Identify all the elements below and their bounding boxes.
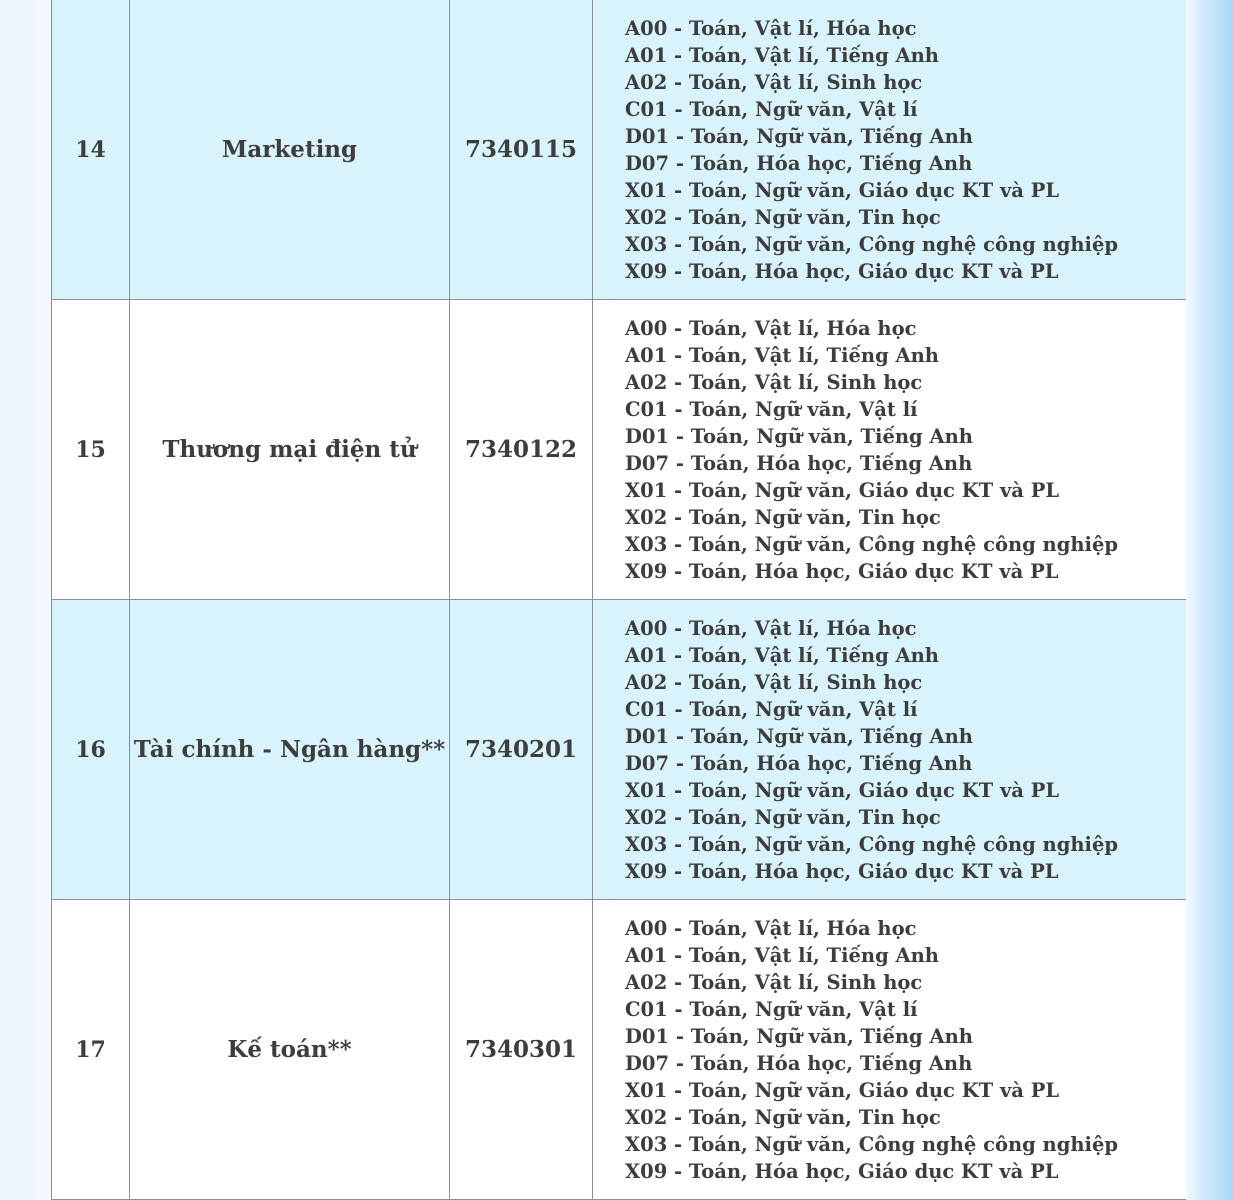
- combination-list: [625, 615, 1118, 885]
- major-code: 7340201: [449, 600, 592, 899]
- combination-item: X01 - Toán, Ngữ văn, Giáo dục KT và PL: [625, 1078, 1060, 1102]
- major-code: 7340115: [449, 0, 592, 299]
- combination-item: C01 - Toán, Ngữ văn, Vật lí: [625, 397, 918, 421]
- combination-item: A02 - Toán, Vật lí, Sinh học: [625, 370, 923, 394]
- combination-item: D07 - Toán, Hóa học, Tiếng Anh: [625, 151, 973, 175]
- combination-item: D01 - Toán, Ngữ văn, Tiếng Anh: [625, 424, 973, 448]
- subject-combinations: [592, 900, 1186, 1199]
- major-name: Tài chính - Ngân hàng**: [129, 600, 449, 899]
- subject-combinations: [592, 0, 1186, 299]
- major-name: Thương mại điện tử: [129, 300, 449, 599]
- combination-item: X03 - Toán, Ngữ văn, Công nghệ công nghiệp: [625, 532, 1118, 556]
- admission-table: [51, 0, 1186, 1200]
- row-number: 17: [75, 1036, 106, 1063]
- combination-item: X09 - Toán, Hóa học, Giáo dục KT và PL: [625, 559, 1059, 583]
- combination-item: A00 - Toán, Vật lí, Hóa học: [625, 316, 917, 340]
- combination-item: X02 - Toán, Ngữ văn, Tin học: [625, 205, 941, 229]
- combination-item: D07 - Toán, Hóa học, Tiếng Anh: [625, 751, 973, 775]
- combination-item: D07 - Toán, Hóa học, Tiếng Anh: [625, 1051, 973, 1075]
- table-row: [52, 600, 1186, 900]
- combination-item: X02 - Toán, Ngữ văn, Tin học: [625, 1105, 941, 1129]
- combination-item: A00 - Toán, Vật lí, Hóa học: [625, 916, 917, 940]
- combination-item: D01 - Toán, Ngữ văn, Tiếng Anh: [625, 1024, 973, 1048]
- major-code: 7340301: [449, 900, 592, 1199]
- major-name: Kế toán**: [129, 900, 449, 1199]
- combination-item: A00 - Toán, Vật lí, Hóa học: [625, 616, 917, 640]
- combination-item: X01 - Toán, Ngữ văn, Giáo dục KT và PL: [625, 478, 1060, 502]
- table-row: [52, 900, 1186, 1200]
- combination-item: C01 - Toán, Ngữ văn, Vật lí: [625, 997, 918, 1021]
- subject-combinations: [592, 600, 1186, 899]
- combination-item: A01 - Toán, Vật lí, Tiếng Anh: [625, 643, 939, 667]
- combination-item: A02 - Toán, Vật lí, Sinh học: [625, 70, 923, 94]
- combination-item: A01 - Toán, Vật lí, Tiếng Anh: [625, 343, 939, 367]
- combination-item: D07 - Toán, Hóa học, Tiếng Anh: [625, 451, 973, 475]
- combination-item: X03 - Toán, Ngữ văn, Công nghệ công nghiệp: [625, 1132, 1118, 1156]
- combination-item: X01 - Toán, Ngữ văn, Giáo dục KT và PL: [625, 178, 1060, 202]
- combination-item: C01 - Toán, Ngữ văn, Vật lí: [625, 97, 918, 121]
- subject-combinations: [592, 300, 1186, 599]
- combination-item: X01 - Toán, Ngữ văn, Giáo dục KT và PL: [625, 778, 1060, 802]
- combination-item: X03 - Toán, Ngữ văn, Công nghệ công nghiệp: [625, 832, 1118, 856]
- combination-item: A01 - Toán, Vật lí, Tiếng Anh: [625, 43, 939, 67]
- combination-item: A02 - Toán, Vật lí, Sinh học: [625, 970, 923, 994]
- combination-item: X02 - Toán, Ngữ văn, Tin học: [625, 805, 941, 829]
- combination-list: [625, 315, 1118, 585]
- major-code: 7340122: [449, 300, 592, 599]
- combination-item: X09 - Toán, Hóa học, Giáo dục KT và PL: [625, 859, 1059, 883]
- row-number: 14: [75, 136, 106, 163]
- combination-list: [625, 915, 1118, 1185]
- combination-item: D01 - Toán, Ngữ văn, Tiếng Anh: [625, 724, 973, 748]
- combination-item: X09 - Toán, Hóa học, Giáo dục KT và PL: [625, 259, 1059, 283]
- table-row: [52, 300, 1186, 600]
- combination-item: A00 - Toán, Vật lí, Hóa học: [625, 16, 917, 40]
- combination-item: A02 - Toán, Vật lí, Sinh học: [625, 670, 923, 694]
- table-row: [52, 0, 1186, 300]
- row-number: 16: [75, 736, 106, 763]
- row-number: 15: [75, 436, 106, 463]
- combination-item: X03 - Toán, Ngữ văn, Công nghệ công nghiệp: [625, 232, 1118, 256]
- major-name: Marketing: [129, 0, 449, 299]
- combination-list: [625, 15, 1118, 285]
- combination-item: X09 - Toán, Hóa học, Giáo dục KT và PL: [625, 1159, 1059, 1183]
- combination-item: A01 - Toán, Vật lí, Tiếng Anh: [625, 943, 939, 967]
- combination-item: C01 - Toán, Ngữ văn, Vật lí: [625, 697, 918, 721]
- combination-item: X02 - Toán, Ngữ văn, Tin học: [625, 505, 941, 529]
- combination-item: D01 - Toán, Ngữ văn, Tiếng Anh: [625, 124, 973, 148]
